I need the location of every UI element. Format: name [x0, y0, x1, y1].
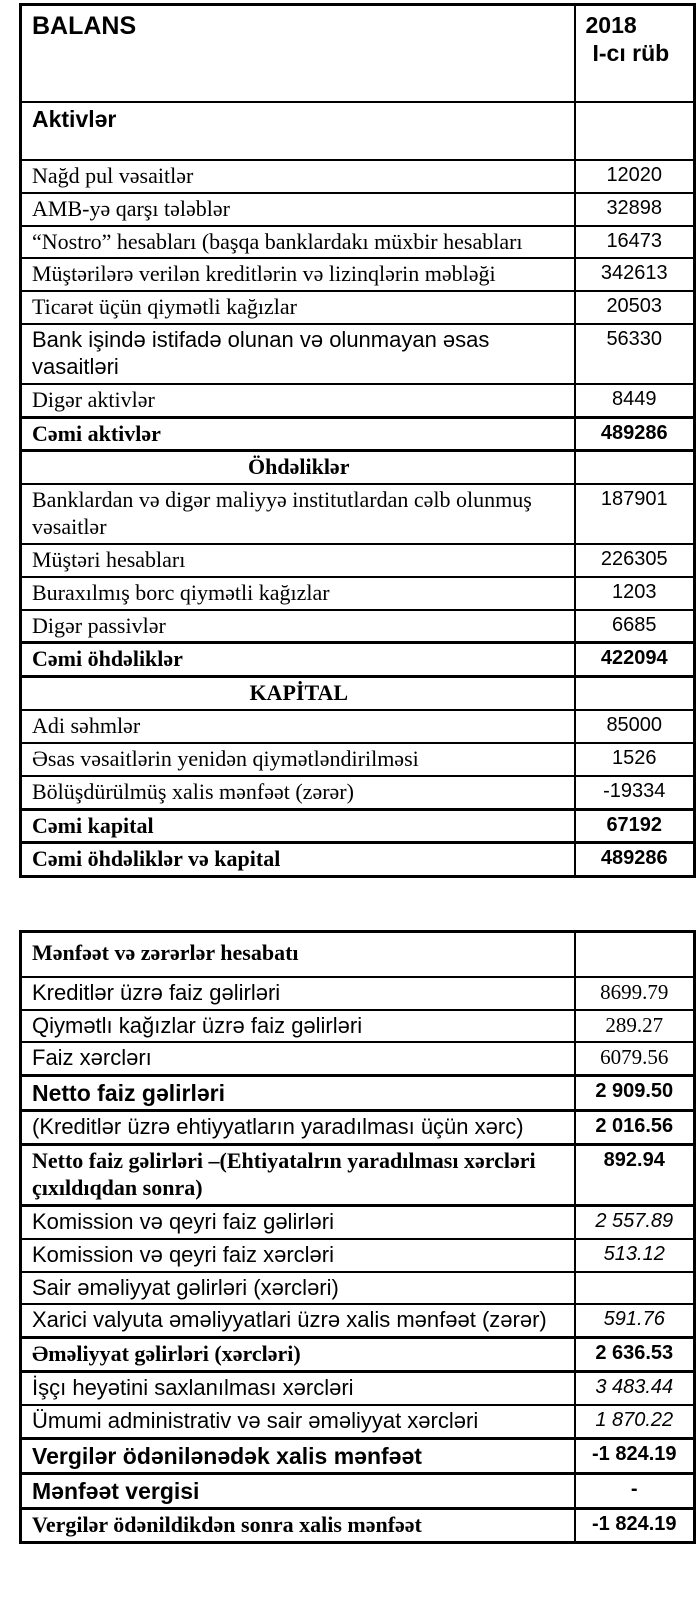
- row-value: -: [575, 1473, 695, 1508]
- table-row: [21, 451, 695, 484]
- row-value: 489286: [575, 843, 695, 877]
- row-value: -1 824.19: [575, 1438, 695, 1473]
- balance-header-row: [21, 5, 695, 103]
- profit-loss-table: [19, 930, 696, 1544]
- row-label: Bank işində istifadə olunan və olunmayan əsas vasaitləri: [21, 324, 575, 384]
- row-label: KAPİTAL: [21, 677, 575, 710]
- row-label: Banklardan və digər maliyyə institutlardan cəlb olunmuş vəsaitlər: [21, 484, 575, 544]
- row-label: Nağd pul vəsaitlər: [21, 160, 575, 193]
- row-label: Cəmi kapital: [21, 809, 575, 843]
- row-label: Mənfəət və zərərlər hesabatı: [21, 932, 575, 977]
- table-row: [21, 809, 695, 843]
- table-row: [21, 160, 695, 193]
- period-quarter: I-cı rüb: [592, 40, 670, 67]
- table-row: [21, 1111, 695, 1145]
- balance-title: BALANS: [21, 5, 575, 103]
- row-label: Vergilər ödənildikdən sonra xalis mənfəət: [21, 1508, 575, 1542]
- row-label: “Nostro” hesabları (başqa banklardakı müxbir hesabları: [21, 226, 575, 259]
- row-value: 2 557.89: [575, 1205, 695, 1238]
- row-value: 513.12: [575, 1239, 695, 1272]
- table-row: [21, 258, 695, 291]
- row-label: Netto faiz gəlirləri –(Ehtiyatalrın yaradılması xərcləri çıxıldıqdan sonra): [21, 1145, 575, 1206]
- table-row: [21, 1239, 695, 1272]
- row-value: 892.94: [575, 1145, 695, 1206]
- row-value: 32898: [575, 193, 695, 226]
- table-row: [21, 843, 695, 877]
- table-row: [21, 484, 695, 544]
- table-row: [21, 1338, 695, 1372]
- table-row: [21, 710, 695, 743]
- row-label: Əməliyyat gəlirləri (xərcləri): [21, 1338, 575, 1372]
- row-value: 2 909.50: [575, 1076, 695, 1111]
- row-label: Buraxılmış borc qiymətli kağızlar: [21, 577, 575, 610]
- table-row: [21, 1371, 695, 1404]
- period-year: 2018: [585, 12, 637, 38]
- row-value: [575, 451, 695, 484]
- row-label: Adi səhmlər: [21, 710, 575, 743]
- row-value: 56330: [575, 324, 695, 384]
- row-value: 2 016.56: [575, 1111, 695, 1145]
- row-value: 6079.56: [575, 1042, 695, 1075]
- table-row: [21, 932, 695, 977]
- table-row: [21, 577, 695, 610]
- table-row: [21, 324, 695, 384]
- row-label: Vergilər ödənilənədək xalis mənfəət: [21, 1438, 575, 1473]
- row-value: [575, 102, 695, 160]
- table-row: [21, 1205, 695, 1238]
- table-row: [21, 544, 695, 577]
- table-row: [21, 226, 695, 259]
- table-row: [21, 1076, 695, 1111]
- row-label: Cəmi öhdəliklər və kapital: [21, 843, 575, 877]
- table-row: [21, 677, 695, 710]
- row-label: Komission və qeyri faiz gəlirləri: [21, 1205, 575, 1238]
- row-label: Digər passivlər: [21, 610, 575, 643]
- row-value: 3 483.44: [575, 1371, 695, 1404]
- row-label: Bölüşdürülmüş xalis mənfəət (zərər): [21, 776, 575, 809]
- row-value: 422094: [575, 643, 695, 677]
- row-label: Xarici valyuta əməliyyatlari üzrə xalis mənfəət (zərər): [21, 1304, 575, 1337]
- table-row: [21, 1508, 695, 1542]
- row-label: Komission və qeyri faiz xərcləri: [21, 1239, 575, 1272]
- row-value: 489286: [575, 417, 695, 451]
- row-value: [575, 932, 695, 977]
- row-value: 289.27: [575, 1010, 695, 1043]
- row-value: 2 636.53: [575, 1338, 695, 1372]
- row-label: Kreditlər üzrə faiz gəlirləri: [21, 977, 575, 1010]
- period-cell: [575, 5, 695, 103]
- row-value: 591.76: [575, 1304, 695, 1337]
- table-row: [21, 1010, 695, 1043]
- table-row: [21, 1438, 695, 1473]
- row-label: İşçı heyətini saxlanılması xərcləri: [21, 1371, 575, 1404]
- row-value: 20503: [575, 291, 695, 324]
- row-value: 67192: [575, 809, 695, 843]
- row-label: Digər aktivlər: [21, 384, 575, 417]
- row-value: 1 870.22: [575, 1405, 695, 1438]
- row-value: 8449: [575, 384, 695, 417]
- row-label: Qiymətlı kağızlar üzrə faiz gəlirləri: [21, 1010, 575, 1043]
- row-value: 6685: [575, 610, 695, 643]
- table-row: [21, 1473, 695, 1508]
- table-row: [21, 1272, 695, 1305]
- row-value: 226305: [575, 544, 695, 577]
- row-value: 16473: [575, 226, 695, 259]
- row-label: Cəmi öhdəliklər: [21, 643, 575, 677]
- row-label: AMB-yə qarşı tələblər: [21, 193, 575, 226]
- row-label: Öhdəliklər: [21, 451, 575, 484]
- table-row: [21, 977, 695, 1010]
- row-label: (Kreditlər üzrə ehtiyyatların yaradılması üçün xərc): [21, 1111, 575, 1145]
- row-label: Mənfəət vergisi: [21, 1473, 575, 1508]
- table-row: [21, 1405, 695, 1438]
- row-value: 85000: [575, 710, 695, 743]
- table-row: [21, 102, 695, 160]
- table-row: [21, 743, 695, 776]
- row-value: 187901: [575, 484, 695, 544]
- row-value: -19334: [575, 776, 695, 809]
- row-label: Ticarət üçün qiymətli kağızlar: [21, 291, 575, 324]
- table-row: [21, 776, 695, 809]
- row-label: Faiz xərclərı: [21, 1042, 575, 1075]
- table-row: [21, 417, 695, 451]
- row-value: 1203: [575, 577, 695, 610]
- row-label: Ümumi administrativ və sair əməliyyat xərcləri: [21, 1405, 575, 1438]
- row-value: [575, 677, 695, 710]
- table-row: [21, 1145, 695, 1206]
- row-value: 8699.79: [575, 977, 695, 1010]
- row-label: Əsas vəsaitlərin yenidən qiymətləndirilməsi: [21, 743, 575, 776]
- row-value: -1 824.19: [575, 1508, 695, 1542]
- table-row: [21, 643, 695, 677]
- table-row: [21, 610, 695, 643]
- table-row: [21, 1304, 695, 1337]
- table-row: [21, 1042, 695, 1075]
- row-label: Müştəri hesabları: [21, 544, 575, 577]
- row-value: 342613: [575, 258, 695, 291]
- row-label: Sair əməliyyat gəlirləri (xərcləri): [21, 1272, 575, 1305]
- row-label: Müştərilərə verilən kreditlərin və lizinqlərin məbləği: [21, 258, 575, 291]
- table-row: [21, 291, 695, 324]
- table-row: [21, 384, 695, 417]
- row-label: Cəmi aktivlər: [21, 417, 575, 451]
- balance-sheet-table: [19, 3, 696, 878]
- row-label: Aktivlər: [21, 102, 575, 160]
- table-row: [21, 193, 695, 226]
- row-label: Netto faiz gəlirləri: [21, 1076, 575, 1111]
- row-value: 1526: [575, 743, 695, 776]
- row-value: [575, 1272, 695, 1305]
- row-value: 12020: [575, 160, 695, 193]
